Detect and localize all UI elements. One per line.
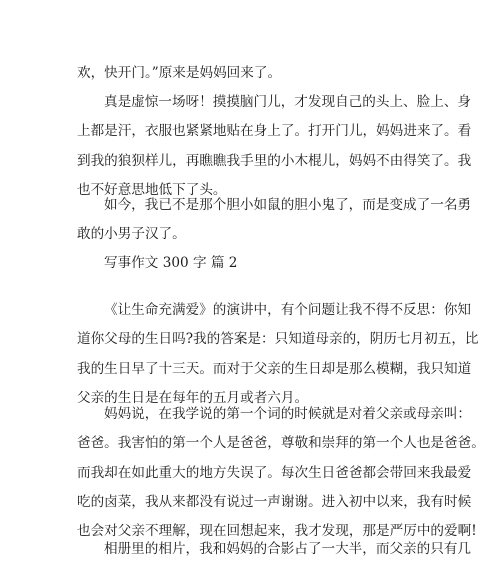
text-line: 如今，我已不是那个胆小如鼠的胆小鬼了，而是变成了一名勇 bbox=[104, 197, 472, 213]
text-line: 《让生命充满爱》的演讲中，有个问题让我不得不反思：你知 bbox=[104, 302, 472, 318]
paragraph-birthday bbox=[77, 296, 479, 413]
text-line: 也会对父亲不理解，现在回想起来，我才发现，那是严厉中的爱啊! bbox=[77, 523, 477, 540]
section-heading: 写事作文 300 字 篇 2 bbox=[104, 255, 238, 271]
text-line: 真是虚惊一场呀！摸摸脑门儿，才发现自己的头上、脸上、身 bbox=[104, 94, 472, 110]
text-line: 父亲的生日是在每年的五月或者六月。 bbox=[77, 389, 309, 406]
text-line: 相册里的相片，我和妈妈的合影占了一大半，而父亲的只有几 bbox=[104, 541, 472, 557]
text-line: 而我却在如此重大的地方失误了。每次生日爸爸都会带回来我最爱 bbox=[77, 464, 472, 481]
text-line: 上都是汗，衣服也紧紧地贴在身上了。打开门儿，妈妈进来了。看 bbox=[77, 123, 472, 140]
text-line: 妈妈说，在我学说的第一个词的时候就是对着父亲或母亲叫： bbox=[104, 406, 472, 422]
text-line: 爸爸。我害怕的第一个人是爸爸，尊敬和崇拜的第一个人也是爸爸。 bbox=[77, 435, 485, 452]
paragraph-album bbox=[77, 535, 472, 564]
text-line: 道你父母的生日吗?我的答案是：只知道母亲的，阴历七月初五，比 bbox=[77, 331, 479, 348]
paragraph-brave bbox=[77, 191, 472, 250]
text-line: 敢的小男子汉了。 bbox=[77, 226, 186, 243]
paragraph-continuation bbox=[77, 59, 422, 88]
text-line: 我的生日早了十三天。而对于父亲的生日却是那么模糊，我只知道 bbox=[77, 360, 472, 377]
text-line: 到我的狼狈样儿，再瞧瞧我手里的小木棍儿，妈妈不由得笑了。我 bbox=[77, 152, 472, 169]
text-line: 吃的卤菜，我从来都没有说过一声谢谢。进入初中以来，我有时候 bbox=[77, 493, 472, 510]
text-line: 欢，快开门。”原来是妈妈回来了。 bbox=[77, 65, 282, 81]
text-line: 也不好意思地低下了头。 bbox=[77, 181, 227, 198]
paragraph-father bbox=[77, 400, 485, 546]
